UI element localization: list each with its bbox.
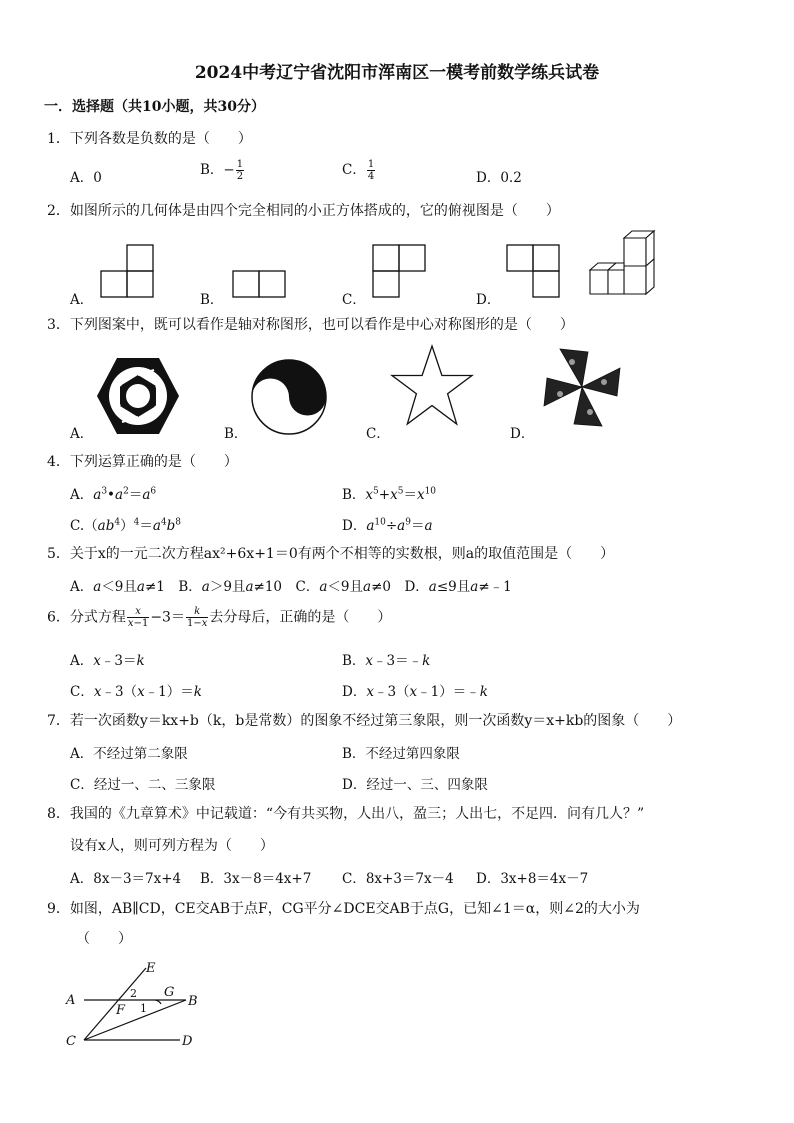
q7-option-b: B．不经过第四象限 bbox=[342, 746, 460, 762]
q4-option-a: A．$a^3•a^2=a^6$ bbox=[70, 486, 157, 503]
q2-option-c: C． bbox=[342, 292, 366, 308]
q3-option-a: A． bbox=[70, 426, 94, 442]
q3-hexagon-pattern bbox=[96, 356, 180, 436]
question-3-stem: 3．下列图案中，既可以看作是轴对称图形，也可以看作是中心对称图形的是（ ） bbox=[47, 317, 574, 333]
q9-label-c: C bbox=[66, 1034, 76, 1049]
q8-option-d: D．3x+8＝4x－7 bbox=[476, 871, 589, 887]
q9-label-g: G bbox=[164, 985, 175, 1000]
q9-parallel-lines-figure bbox=[60, 958, 210, 1053]
q6-option-d: D．x﹣3（x﹣1）＝﹣k bbox=[342, 684, 488, 700]
question-2-stem: 2．如图所示的几何体是由四个完全相同的小正方体搭成的，它的俯视图是（ ） bbox=[47, 203, 560, 219]
q5-options: A．a＜9且a≠1 B．a＞9且a≠10 C．a＜9且a≠0 D．a≤9且a≠﹣1 bbox=[70, 579, 512, 595]
question-6-stem: 6．分式方程 $\frac{x}{x-1}$ −3＝ $\frac{k}{1-x}$ 去分母后，正确的是（ ） bbox=[47, 606, 392, 629]
q9-label-a: A bbox=[66, 993, 76, 1008]
q6-option-a: A．x﹣3＝k bbox=[70, 653, 145, 669]
q9-label-d: D bbox=[182, 1034, 193, 1049]
question-1-stem: 1．下列各数是负数的是（ ） bbox=[47, 131, 252, 147]
q2-figure-a bbox=[100, 244, 156, 300]
question-5-stem: 5．关于x的一元二次方程ax²+6x+1＝0有两个不相等的实数根，则a的取值范围是（ ） bbox=[47, 546, 615, 562]
question-9-stem-line2: （ ） bbox=[76, 931, 132, 947]
question-9-stem-line1: 9．如图，AB∥CD，CE交AB于点F，CG平分∠DCE交AB于点G，已知∠1＝α，则∠2的大小为 bbox=[47, 901, 640, 917]
q3-star bbox=[390, 344, 474, 430]
q2-figure-d bbox=[506, 244, 562, 300]
q4-option-b: B．$x^5+x^5=x^{10}$ bbox=[342, 486, 437, 503]
q9-angle-1: 1 bbox=[140, 1002, 147, 1015]
q1-option-c: C． $\frac{1}{4}$ bbox=[342, 159, 375, 182]
question-4-stem: 4．下列运算正确的是（ ） bbox=[47, 454, 238, 470]
q8-option-c: C．8x+3＝7x－4 bbox=[342, 871, 454, 887]
q7-option-a: A．不经过第二象限 bbox=[70, 746, 188, 762]
q2-figure-c bbox=[372, 244, 428, 300]
q1-option-b: B．− $\frac{1}{2}$ bbox=[200, 159, 244, 182]
q2-figure-b bbox=[232, 270, 288, 300]
q3-option-c: C． bbox=[366, 426, 390, 442]
q2-option-a: A． bbox=[70, 292, 94, 308]
page-title: 2024中考辽宁省沈阳市浑南区一模考前数学练兵试卷 bbox=[194, 63, 600, 83]
q9-label-b: B bbox=[188, 994, 198, 1009]
q2-solid-figure bbox=[588, 230, 660, 300]
question-8-stem-line2: 设有x人，则可列方程为（ ） bbox=[70, 838, 274, 854]
q7-option-c: C．经过一、二、三象限 bbox=[70, 777, 216, 793]
q2-option-b: B． bbox=[200, 292, 224, 308]
q8-option-b: B．3x－8＝4x+7 bbox=[200, 871, 312, 887]
q3-pinwheel bbox=[540, 344, 624, 430]
q4-option-d: D．$a^{10}\div a^9=a$ bbox=[342, 517, 433, 534]
q4-option-c: $C.(ab^4)^4=a^4b^8$ bbox=[70, 517, 181, 534]
q9-angle-2: 2 bbox=[130, 987, 137, 1000]
section-heading: 一．选择题（共10小题，共30分） bbox=[44, 99, 265, 115]
q8-option-a: A．8x－3＝7x+4 bbox=[70, 871, 182, 887]
q3-yin-yang bbox=[250, 358, 328, 436]
q1-option-a: A．0 bbox=[70, 170, 102, 186]
question-7-stem: 7．若一次函数y＝kx+b（k，b是常数）的图象不经过第三象限，则一次函数y＝x+kb的图象（ ） bbox=[47, 713, 682, 729]
q6-option-b: B．x﹣3＝﹣k bbox=[342, 653, 431, 669]
q2-option-d: D． bbox=[476, 292, 501, 308]
q9-label-e: E bbox=[146, 961, 156, 976]
q3-option-d: D． bbox=[510, 426, 535, 442]
question-8-stem-line1: 8．我国的《九章算术》中记载道：“今有共买物，人出八，盈三；人出七，不足四．问有几人？” bbox=[47, 806, 645, 822]
q3-option-b: B． bbox=[224, 426, 248, 442]
q9-label-f: F bbox=[116, 1003, 126, 1018]
q6-option-c: C．x﹣3（x﹣1）＝k bbox=[70, 684, 202, 700]
q1-option-d: D．0.2 bbox=[476, 170, 522, 186]
q7-option-d: D．经过一、三、四象限 bbox=[342, 777, 488, 793]
